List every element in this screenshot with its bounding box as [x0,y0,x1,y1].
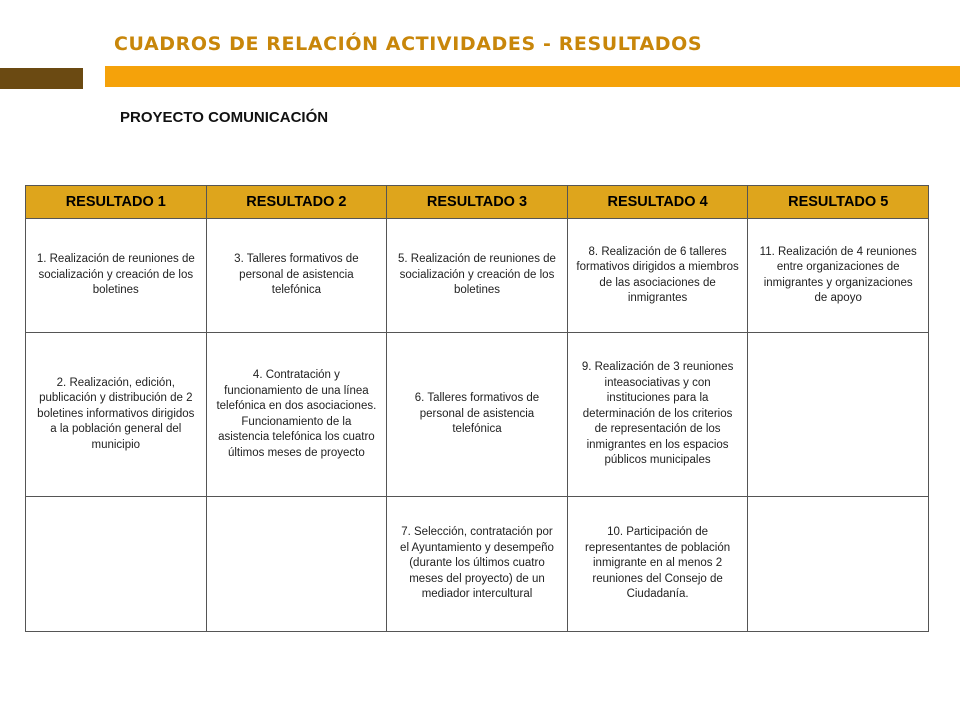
column-header-resultado-2: RESULTADO 2 [206,186,387,219]
header-bar-dark [0,68,83,89]
table-cell: 1. Realización de reuniones de socialización y creación de los boletines [26,219,207,333]
column-header-resultado-3: RESULTADO 3 [387,186,568,219]
table-cell: 2. Realización, edición, publicación y distribución de 2 boletines informativos dirigidos a la población general del municipio [26,333,207,497]
table-row [26,333,929,497]
header-bar-accent [105,66,960,87]
table-cell [26,497,207,632]
table-cell: 8. Realización de 6 talleres formativos dirigidos a miembros de las asociaciones de inmigrantes [567,219,748,333]
table-cell: 11. Realización de 4 reuniones entre organizaciones de inmigrantes y organizaciones de apoyo [748,219,929,333]
table-cell: 10. Participación de representantes de población inmigrante en al menos 2 reuniones del Consejo de Ciudadanía. [567,497,748,632]
table-cell: 5. Realización de reuniones de socialización y creación de los boletines [387,219,568,333]
table-header-row [26,186,929,219]
table-cell [748,497,929,632]
table-cell [748,333,929,497]
column-header-resultado-1: RESULTADO 1 [26,186,207,219]
table-cell [206,497,387,632]
table-cell: 7. Selección, contratación por el Ayuntamiento y desempeño (durante los últimos cuatro meses del proyecto) de un mediador intercultural [387,497,568,632]
column-header-resultado-5: RESULTADO 5 [748,186,929,219]
table-cell: 9. Realización de 3 reuniones inteasociativas y con instituciones para la determinación de los criterios de representación de los inmigrantes en los espacios públicos municipales [567,333,748,497]
column-header-resultado-4: RESULTADO 4 [567,186,748,219]
table-cell: 4. Contratación y funcionamiento de una línea telefónica en dos asociaciones. Funcionamiento de la asistencia telefónica los cuatro últimos meses de proyecto [206,333,387,497]
table-row [26,497,929,632]
table-cell: 6. Talleres formativos de personal de asistencia telefónica [387,333,568,497]
project-subtitle: PROYECTO COMUNICACIÓN [120,109,329,126]
page-title: CUADROS DE RELACIÓN ACTIVIDADES - RESULTADOS [114,33,703,55]
table-row [26,219,929,333]
activities-results-table [25,185,929,632]
table-cell: 3. Talleres formativos de personal de asistencia telefónica [206,219,387,333]
